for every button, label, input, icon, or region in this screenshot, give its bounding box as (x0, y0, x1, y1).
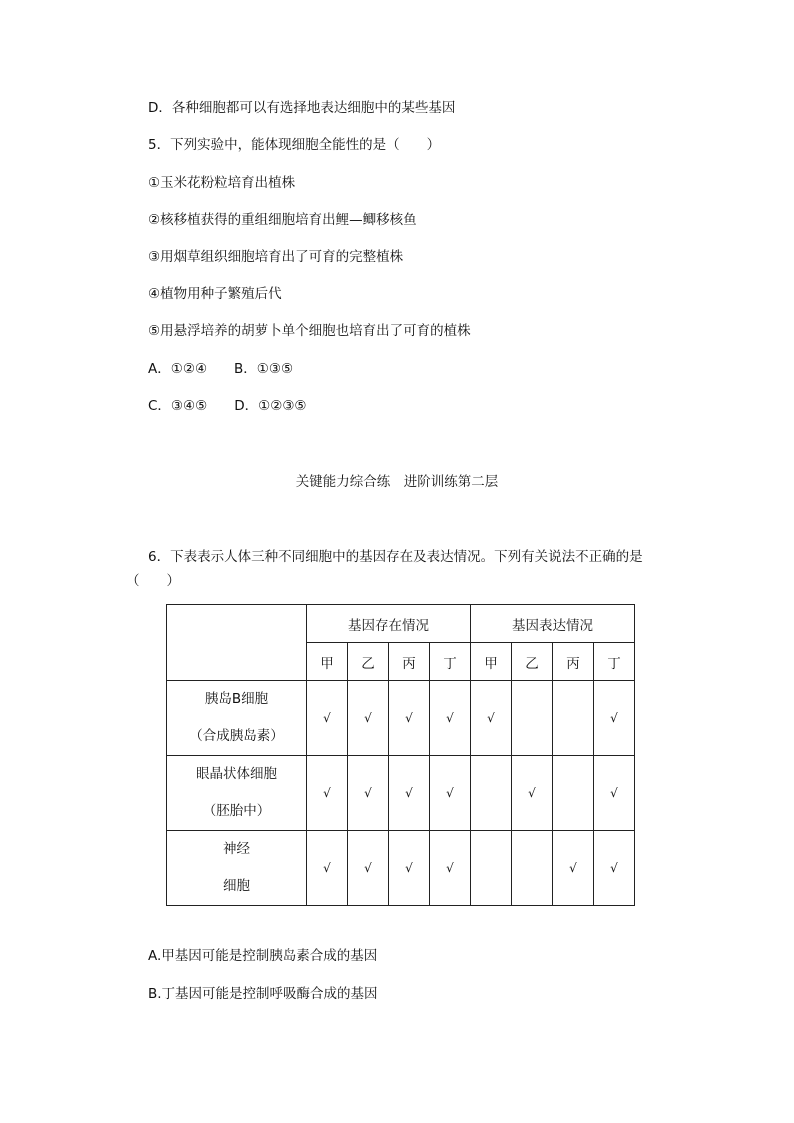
table-cell (471, 831, 512, 906)
table-cell (471, 756, 512, 831)
gene-header: 丙 (553, 643, 594, 681)
table-cell: √ (389, 756, 430, 831)
table-cell: √ (348, 681, 389, 756)
table-cell: √ (512, 756, 553, 831)
table-cell: √ (594, 831, 635, 906)
q5-stem: 5．下列实验中，能体现细胞全能性的是（ ） (148, 137, 441, 153)
table-cell (512, 831, 553, 906)
gene-header: 甲 (471, 643, 512, 681)
row-label-line2: 细胞 (223, 878, 250, 894)
q6-option-b: B.丁基因可能是控制呼吸酶合成的基因 (148, 986, 378, 1002)
table-cell: √ (594, 681, 635, 756)
q5-item-2: ②核移植获得的重组细胞培育出鲤—鲫移核鱼 (148, 212, 417, 228)
table-cell: √ (307, 831, 348, 906)
gene-header: 丁 (430, 643, 471, 681)
row-label (167, 681, 307, 756)
q5-item-3: ③用烟草组织细胞培育出了可育的完整植株 (148, 249, 404, 265)
gene-header: 丁 (594, 643, 635, 681)
gene-header: 甲 (307, 643, 348, 681)
row-label-line1: 胰岛B细胞 (204, 691, 269, 707)
gene-header: 乙 (348, 643, 389, 681)
table-cell: √ (307, 681, 348, 756)
row-label-line1: 眼晶状体细胞 (196, 766, 277, 782)
header-gene-expression: 基因表达情况 (471, 605, 635, 643)
q5-item-5: ⑤用悬浮培养的胡萝卜单个细胞也培育出了可育的植株 (148, 323, 471, 339)
table-cell: √ (307, 756, 348, 831)
table-cell: √ (348, 756, 389, 831)
gene-header: 丙 (389, 643, 430, 681)
gene-table (166, 604, 635, 906)
q5-item-1: ①玉米花粉粒培育出植株 (148, 175, 296, 191)
section-title: 关键能力综合练 进阶训练第二层 (295, 474, 499, 490)
row-label-line2: （合成胰岛素） (189, 728, 284, 744)
row-label-line1: 神经 (223, 841, 250, 857)
table-row (167, 681, 635, 756)
table-cell: √ (471, 681, 512, 756)
table-cell: √ (594, 756, 635, 831)
row-label (167, 831, 307, 906)
q4-option-d: D．各种细胞都可以有选择地表达细胞中的某些基因 (148, 100, 456, 116)
table-cell: √ (430, 831, 471, 906)
table-cell: √ (430, 681, 471, 756)
table-cell (512, 681, 553, 756)
row-label (167, 756, 307, 831)
gene-header: 乙 (512, 643, 553, 681)
table-corner-cell (167, 605, 307, 681)
q5-item-4: ④植物用种子繁殖后代 (148, 286, 282, 302)
table-cell (553, 756, 594, 831)
header-gene-presence: 基因存在情况 (307, 605, 471, 643)
q5-options-ab: A．①②④ B．①③⑤ (148, 361, 294, 377)
table-cell: √ (348, 831, 389, 906)
row-label-line2: （胚胎中） (202, 803, 271, 819)
table-cell: √ (389, 681, 430, 756)
table-header-row (167, 605, 635, 643)
table-cell: √ (430, 756, 471, 831)
q6-stem: 6．下表表示人体三种不同细胞中的基因存在及表达情况。下列有关说法不正确的是（ ） (126, 549, 643, 589)
table-cell: √ (553, 831, 594, 906)
table-cell: √ (389, 831, 430, 906)
table-row (167, 756, 635, 831)
q6-option-a: A.甲基因可能是控制胰岛素合成的基因 (148, 948, 378, 964)
q5-options-cd: C．③④⑤ D．①②③⑤ (148, 398, 307, 414)
table-cell (553, 681, 594, 756)
table-row (167, 831, 635, 906)
